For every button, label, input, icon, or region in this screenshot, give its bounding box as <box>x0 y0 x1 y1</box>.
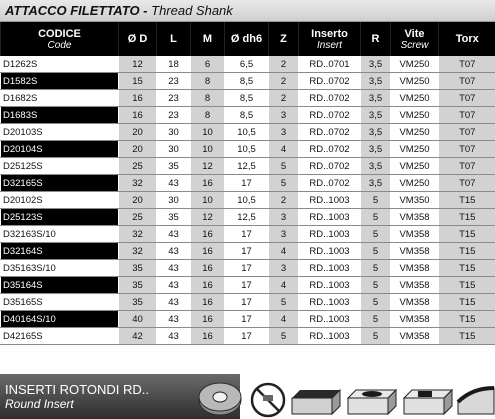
table-row <box>1 260 495 277</box>
table-cell: T15 <box>439 226 495 243</box>
table-cell: 15 <box>119 73 157 90</box>
table-cell: RD..1003 <box>299 192 361 209</box>
table-cell: 3,5 <box>361 73 391 90</box>
table-cell: VM358 <box>391 260 439 277</box>
table-cell: T07 <box>439 158 495 175</box>
table-row <box>1 73 495 90</box>
product-code: D35164S <box>1 277 119 294</box>
table-cell: 12 <box>191 209 225 226</box>
table-cell: 23 <box>157 73 191 90</box>
column-label: Ø D <box>127 33 148 45</box>
table-cell: 10,5 <box>225 141 269 158</box>
column-label: Ø dh6 <box>230 33 263 45</box>
table-row <box>1 124 495 141</box>
profile-milling-icon <box>458 388 494 414</box>
product-code: D25125S <box>1 158 119 175</box>
table-cell: 43 <box>157 277 191 294</box>
table-cell: 2 <box>269 90 299 107</box>
table-cell: 4 <box>269 277 299 294</box>
table-cell: 12,5 <box>225 209 269 226</box>
table-cell: RD..0701 <box>299 56 361 73</box>
table-cell: 5 <box>269 328 299 345</box>
column-header <box>225 22 269 56</box>
column-header <box>269 22 299 56</box>
column-sublabel: Code <box>47 39 72 51</box>
table-cell: T15 <box>439 294 495 311</box>
table-cell: T07 <box>439 107 495 124</box>
table-cell: 17 <box>225 260 269 277</box>
table-cell: RD..1003 <box>299 277 361 294</box>
table-cell: VM250 <box>391 90 439 107</box>
table-row <box>1 328 495 345</box>
table-cell: T15 <box>439 243 495 260</box>
table-cell: RD..1003 <box>299 311 361 328</box>
table-cell: 5 <box>361 192 391 209</box>
table-cell: 17 <box>225 226 269 243</box>
column-sublabel: Insert <box>316 39 342 51</box>
table-cell: 4 <box>269 311 299 328</box>
table-cell: 5 <box>361 209 391 226</box>
product-code: D1682S <box>1 90 119 107</box>
table-cell: 25 <box>119 158 157 175</box>
table-cell: 16 <box>191 226 225 243</box>
table-cell: 4 <box>269 243 299 260</box>
table-cell: 17 <box>225 175 269 192</box>
table-cell: 3 <box>269 260 299 277</box>
table-cell: 3 <box>269 209 299 226</box>
table-row <box>1 243 495 260</box>
product-code: D20104S <box>1 141 119 158</box>
table-cell: 3,5 <box>361 158 391 175</box>
product-code: D1683S <box>1 107 119 124</box>
product-code: D1262S <box>1 56 119 73</box>
table-body <box>1 56 495 345</box>
table-cell: 35 <box>157 209 191 226</box>
table-cell: RD..0702 <box>299 158 361 175</box>
table-cell: 5 <box>269 294 299 311</box>
table-cell: 5 <box>361 277 391 294</box>
product-code: D20103S <box>1 124 119 141</box>
product-code: D32165S <box>1 175 119 192</box>
table-cell: RD..0702 <box>299 73 361 90</box>
table-cell: 43 <box>157 328 191 345</box>
table-cell: VM358 <box>391 277 439 294</box>
table-cell: VM250 <box>391 124 439 141</box>
title-italian: ATTACCO FILETTATO - <box>5 3 148 18</box>
product-code: D1582S <box>1 73 119 90</box>
round-insert-icon <box>196 380 244 418</box>
table-cell: 32 <box>119 243 157 260</box>
product-code: D32164S <box>1 243 119 260</box>
column-header <box>157 22 191 56</box>
table-cell: 32 <box>119 175 157 192</box>
table-cell: 12 <box>119 56 157 73</box>
table-cell: 3,5 <box>361 175 391 192</box>
table-cell: VM250 <box>391 56 439 73</box>
column-label: Vite <box>404 27 425 40</box>
slot-milling-icon <box>404 390 452 414</box>
table-cell: 12,5 <box>225 158 269 175</box>
table-cell: 5 <box>269 175 299 192</box>
table-row <box>1 56 495 73</box>
table-cell: 8 <box>191 73 225 90</box>
table-cell: 43 <box>157 311 191 328</box>
column-sublabel: Screw <box>400 39 429 51</box>
section-title <box>0 0 495 22</box>
table-cell: 5 <box>361 311 391 328</box>
table-cell: T07 <box>439 56 495 73</box>
table-cell: 10 <box>191 124 225 141</box>
table-cell: 3,5 <box>361 107 391 124</box>
table-cell: 3 <box>269 226 299 243</box>
table-cell: 16 <box>191 311 225 328</box>
table-cell: 17 <box>225 328 269 345</box>
table-cell: 16 <box>191 277 225 294</box>
table-cell: 43 <box>157 260 191 277</box>
table-cell: VM350 <box>391 192 439 209</box>
table-cell: 32 <box>119 226 157 243</box>
table-cell: T07 <box>439 141 495 158</box>
table-cell: 6,5 <box>225 56 269 73</box>
table-cell: RD..1003 <box>299 243 361 260</box>
table-cell: 5 <box>269 158 299 175</box>
table-cell: 16 <box>119 107 157 124</box>
table-cell: VM358 <box>391 243 439 260</box>
table-cell: 5 <box>361 328 391 345</box>
table-cell: RD..0702 <box>299 107 361 124</box>
product-code: D25123S <box>1 209 119 226</box>
table-cell: 16 <box>191 294 225 311</box>
table-cell: 3,5 <box>361 90 391 107</box>
table-cell: 20 <box>119 141 157 158</box>
product-code: D40164S/10 <box>1 311 119 328</box>
no-hand-tool-icon <box>252 384 284 416</box>
column-label: R <box>371 33 380 45</box>
table-cell: 16 <box>191 328 225 345</box>
table-cell: 30 <box>157 141 191 158</box>
product-code: D35165S <box>1 294 119 311</box>
table-cell: VM250 <box>391 73 439 90</box>
product-code: D32163S/10 <box>1 226 119 243</box>
table-cell: 8 <box>191 90 225 107</box>
column-label: M <box>202 33 213 45</box>
pocket-milling-icon <box>348 390 396 414</box>
table-cell: RD..0702 <box>299 141 361 158</box>
table-cell: VM250 <box>391 175 439 192</box>
footer-title-italian: INSERTI ROTONDI RD.. <box>5 382 149 397</box>
operation-icons <box>250 378 495 419</box>
table-cell: 25 <box>119 209 157 226</box>
table-cell: 5 <box>361 260 391 277</box>
table-cell: 2 <box>269 192 299 209</box>
table-row <box>1 209 495 226</box>
table-cell: 23 <box>157 90 191 107</box>
table-cell: VM250 <box>391 158 439 175</box>
column-header <box>361 22 391 56</box>
table-cell: 43 <box>157 294 191 311</box>
flat-milling-icon <box>292 390 340 414</box>
table-cell: 8,5 <box>225 73 269 90</box>
table-row <box>1 175 495 192</box>
column-label: CODICE <box>38 27 81 40</box>
table-cell: 16 <box>191 175 225 192</box>
table-cell: 17 <box>225 243 269 260</box>
product-code: D35163S/10 <box>1 260 119 277</box>
table-row <box>1 90 495 107</box>
table-cell: 5 <box>361 243 391 260</box>
table-cell: 18 <box>157 56 191 73</box>
table-cell: 43 <box>157 175 191 192</box>
title-english: Thread Shank <box>151 3 233 18</box>
table-cell: T07 <box>439 73 495 90</box>
table-cell: T07 <box>439 90 495 107</box>
table-cell: 10,5 <box>225 192 269 209</box>
table-cell: T15 <box>439 209 495 226</box>
product-code: D20102S <box>1 192 119 209</box>
table-cell: VM250 <box>391 107 439 124</box>
table-cell: 30 <box>157 124 191 141</box>
table-cell: 3,5 <box>361 141 391 158</box>
product-code: D42165S <box>1 328 119 345</box>
table-row <box>1 192 495 209</box>
table-cell: 3 <box>269 107 299 124</box>
table-cell: T15 <box>439 328 495 345</box>
table-cell: RD..0702 <box>299 175 361 192</box>
column-label: Torx <box>455 33 479 45</box>
table-cell: 17 <box>225 294 269 311</box>
table-cell: 16 <box>191 243 225 260</box>
column-header <box>191 22 225 56</box>
table-cell: 40 <box>119 311 157 328</box>
table-cell: RD..0702 <box>299 124 361 141</box>
table-cell: 23 <box>157 107 191 124</box>
table-cell: VM358 <box>391 209 439 226</box>
table-cell: RD..1003 <box>299 209 361 226</box>
table-row <box>1 158 495 175</box>
table-cell: 3,5 <box>361 124 391 141</box>
table-cell: 12 <box>191 158 225 175</box>
table-cell: 16 <box>119 90 157 107</box>
table-row <box>1 141 495 158</box>
table-cell: VM358 <box>391 294 439 311</box>
table-cell: T07 <box>439 124 495 141</box>
table-cell: 6 <box>191 56 225 73</box>
table-cell: 35 <box>119 260 157 277</box>
table-cell: VM358 <box>391 226 439 243</box>
table-cell: T15 <box>439 260 495 277</box>
table-cell: 35 <box>119 294 157 311</box>
table-row <box>1 311 495 328</box>
table-cell: 3 <box>269 124 299 141</box>
table-cell: 42 <box>119 328 157 345</box>
table-cell: 5 <box>361 294 391 311</box>
table-cell: 10 <box>191 192 225 209</box>
column-header <box>391 22 439 56</box>
table-cell: 43 <box>157 226 191 243</box>
column-label: Z <box>280 33 287 45</box>
table-cell: 8 <box>191 107 225 124</box>
thread-shank-table <box>0 22 495 345</box>
table-cell: 10 <box>191 141 225 158</box>
table-cell: 8,5 <box>225 107 269 124</box>
table-cell: RD..1003 <box>299 226 361 243</box>
table-cell: T15 <box>439 311 495 328</box>
column-label: Inserto <box>311 27 348 40</box>
table-cell: RD..1003 <box>299 260 361 277</box>
table-row <box>1 107 495 124</box>
table-cell: 43 <box>157 243 191 260</box>
table-cell: RD..1003 <box>299 294 361 311</box>
table-cell: 10,5 <box>225 124 269 141</box>
table-cell: 30 <box>157 192 191 209</box>
table-row <box>1 294 495 311</box>
table-row <box>1 277 495 294</box>
column-label: L <box>170 33 177 45</box>
table-cell: 4 <box>269 141 299 158</box>
table-cell: 2 <box>269 56 299 73</box>
table-cell: 3,5 <box>361 56 391 73</box>
table-header-row <box>1 22 495 56</box>
column-header <box>439 22 495 56</box>
table-cell: T07 <box>439 175 495 192</box>
table-cell: RD..0702 <box>299 90 361 107</box>
table-row <box>1 226 495 243</box>
column-header <box>299 22 361 56</box>
column-header <box>119 22 157 56</box>
table-cell: 16 <box>191 260 225 277</box>
column-header <box>1 22 119 56</box>
table-cell: 17 <box>225 277 269 294</box>
table-cell: RD..1003 <box>299 328 361 345</box>
table-cell: T15 <box>439 277 495 294</box>
table-cell: VM250 <box>391 141 439 158</box>
table-cell: 35 <box>119 277 157 294</box>
footer-title-english: Round Insert <box>5 397 74 411</box>
table-cell: 5 <box>361 226 391 243</box>
table-cell: 2 <box>269 73 299 90</box>
table-cell: 20 <box>119 124 157 141</box>
table-cell: 17 <box>225 311 269 328</box>
table-cell: VM358 <box>391 328 439 345</box>
table-cell: 35 <box>157 158 191 175</box>
table-cell: T15 <box>439 192 495 209</box>
table-cell: 8,5 <box>225 90 269 107</box>
table-cell: 20 <box>119 192 157 209</box>
table-cell: VM358 <box>391 311 439 328</box>
